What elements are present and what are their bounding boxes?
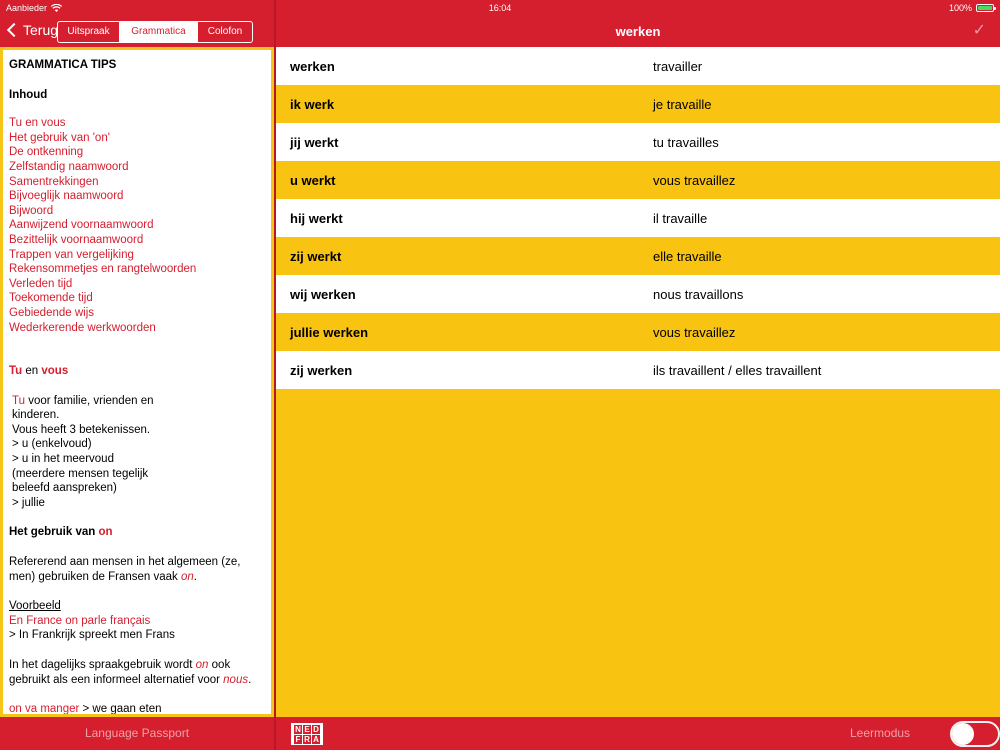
on-inline: on: [195, 659, 209, 671]
conjugation-table: [276, 47, 1000, 717]
logo-letter: E: [304, 724, 310, 734]
nedfra-logo: [290, 722, 324, 746]
paragraph-text: Refererend aan mensen in het algemeen (ze, men) gebruiken de Fransen vaak: [9, 556, 241, 583]
toc-link[interactable]: Wederkerende werkwoorden: [9, 321, 156, 334]
on-paragraph-2: [9, 658, 265, 687]
example-block: [9, 599, 265, 643]
toc-link[interactable]: Bijwoord: [9, 204, 54, 217]
dutch-cell: jij werkt: [290, 134, 339, 150]
toc-link[interactable]: Zelfstandig naamwoord: [9, 160, 129, 173]
tab-grammatica[interactable]: Grammatica: [119, 22, 197, 42]
leermodus-toggle[interactable]: [950, 721, 1000, 747]
toc-link[interactable]: Samentrekkingen: [9, 175, 99, 188]
page-title: werken: [615, 24, 661, 39]
french-cell: vous travaillez: [653, 324, 736, 340]
french-cell: je travaille: [653, 96, 712, 112]
text-line: Vous heeft 3 betekenissen.: [12, 423, 151, 436]
tu-inline: Tu: [12, 394, 25, 407]
dutch-cell: ik werk: [290, 96, 335, 112]
carrier-label: Aanbieder: [6, 3, 48, 13]
table-row[interactable]: [276, 47, 1000, 85]
toc-link[interactable]: Trappen van vergelijking: [9, 248, 134, 261]
paragraph-text: .: [248, 673, 252, 686]
tab-uitspraak[interactable]: Uitspraak: [67, 26, 110, 37]
tu-word: Tu: [9, 365, 23, 378]
back-label: Terug: [23, 22, 59, 38]
toc-link[interactable]: Bijvoeglijk naamwoord: [9, 190, 124, 203]
french-cell: ils travaillent / elles travaillent: [653, 362, 822, 378]
paragraph-text: .: [193, 570, 197, 583]
paragraph-text: ook gebruikt als een informeel alternatief voor: [9, 659, 231, 686]
text-line: (meerdere mensen tegelijk: [12, 467, 149, 480]
status-bar: [0, 0, 1000, 16]
text-line: > u in het meervoud: [12, 453, 114, 466]
table-row[interactable]: [276, 313, 1000, 351]
logo-row-top: [291, 725, 323, 734]
dutch-cell: u werkt: [290, 172, 336, 188]
paragraph-text: > we gaan eten: [79, 703, 162, 716]
clock: 16:04: [488, 3, 512, 13]
text-line: > u (enkelvoud): [12, 438, 92, 451]
toc-link[interactable]: De ontkenning: [9, 146, 84, 159]
text-line: kinderen.: [12, 409, 60, 422]
table-row[interactable]: [276, 199, 1000, 237]
vous-word: vous: [41, 365, 69, 378]
battery-percent: 100%: [948, 3, 972, 13]
leermodus-label: Leermodus: [850, 726, 911, 740]
left-nav-bar: [0, 16, 274, 47]
toc-title: Inhoud: [9, 88, 48, 101]
french-cell: vous travaillez: [653, 172, 736, 188]
nous-inline: nous: [223, 673, 249, 686]
toc-link[interactable]: Verleden tijd: [9, 277, 73, 290]
toc-link[interactable]: Tu en vous: [9, 117, 66, 130]
checkmark-icon[interactable]: ✓: [972, 22, 986, 39]
battery-group: [949, 3, 994, 13]
on-inline: on: [180, 570, 194, 583]
table-row[interactable]: [276, 161, 1000, 199]
chevron-left-icon: [7, 23, 21, 37]
segmented-control: [57, 21, 253, 43]
battery-icon: [976, 4, 994, 12]
back-button[interactable]: [6, 22, 58, 38]
table-row[interactable]: [276, 237, 1000, 275]
table-row[interactable]: [276, 85, 1000, 123]
logo-letter: D: [313, 724, 319, 734]
example-label: Voorbeeld: [9, 600, 61, 613]
logo-letter: F: [295, 734, 301, 744]
dutch-cell: zij werkt: [290, 248, 342, 264]
example-french: En France on parle français: [9, 614, 151, 627]
french-cell: elle travaille: [653, 248, 722, 264]
example-dutch: > In Frankrijk spreekt men Frans: [9, 629, 175, 642]
logo-letter: N: [295, 724, 301, 734]
toc-list: [9, 116, 265, 335]
toc-link[interactable]: Het gebruik van 'on': [9, 131, 110, 144]
logo-row-bottom: [291, 735, 323, 744]
dutch-cell: hij werkt: [290, 210, 343, 226]
dutch-cell: zij werken: [290, 362, 353, 378]
dutch-cell: wij werken: [290, 286, 356, 302]
paragraph-text: In het dagelijks spraakgebruik wordt: [9, 659, 196, 671]
toc-link[interactable]: Gebiedende wijs: [9, 306, 95, 319]
text-line: > jullie: [12, 496, 45, 509]
french-cell: tu travailles: [653, 134, 719, 150]
logo-letter: R: [304, 734, 310, 744]
on-example-2: [9, 702, 265, 717]
table-row[interactable]: [276, 351, 1000, 389]
toggle-knob: [952, 723, 974, 745]
on-paragraph-1: [9, 555, 265, 584]
toc-link[interactable]: Aanwijzend voornaamwoord: [9, 219, 154, 232]
tu-vous-body: [9, 394, 265, 511]
table-row[interactable]: [276, 275, 1000, 313]
toc-link[interactable]: Rekensommetjes en rangtelwoorden: [9, 263, 197, 276]
toc-link[interactable]: Toekomende tijd: [9, 292, 93, 305]
tu-line-rest: voor familie, vrienden en: [25, 394, 154, 407]
text-line: beleefd aanspreken): [12, 482, 117, 495]
french-cell: nous travaillons: [653, 286, 744, 302]
grammar-heading: GRAMMATICA TIPS: [9, 59, 117, 71]
toc-link[interactable]: Bezittelijk voornaamwoord: [9, 233, 144, 246]
dutch-cell: jullie werken: [290, 324, 369, 340]
section-title-on: [9, 525, 265, 540]
brand-label[interactable]: Language Passport: [84, 726, 190, 740]
grammar-panel[interactable]: [0, 47, 274, 717]
on-title-text: Het gebruik van: [9, 526, 99, 539]
on-title-word: on: [98, 526, 113, 539]
text-line: [12, 394, 265, 409]
right-nav-bar: [276, 16, 1000, 47]
tab-colofon[interactable]: Colofon: [197, 22, 252, 42]
dutch-cell: werken: [290, 58, 335, 74]
section-title-tu-vous: [9, 364, 265, 379]
on-va-manger: on va manger: [9, 703, 80, 716]
en-word: en: [22, 365, 42, 378]
french-cell: travailler: [653, 58, 703, 74]
french-cell: il travaille: [653, 210, 708, 226]
table-row[interactable]: [276, 123, 1000, 161]
logo-letter: A: [313, 734, 319, 744]
